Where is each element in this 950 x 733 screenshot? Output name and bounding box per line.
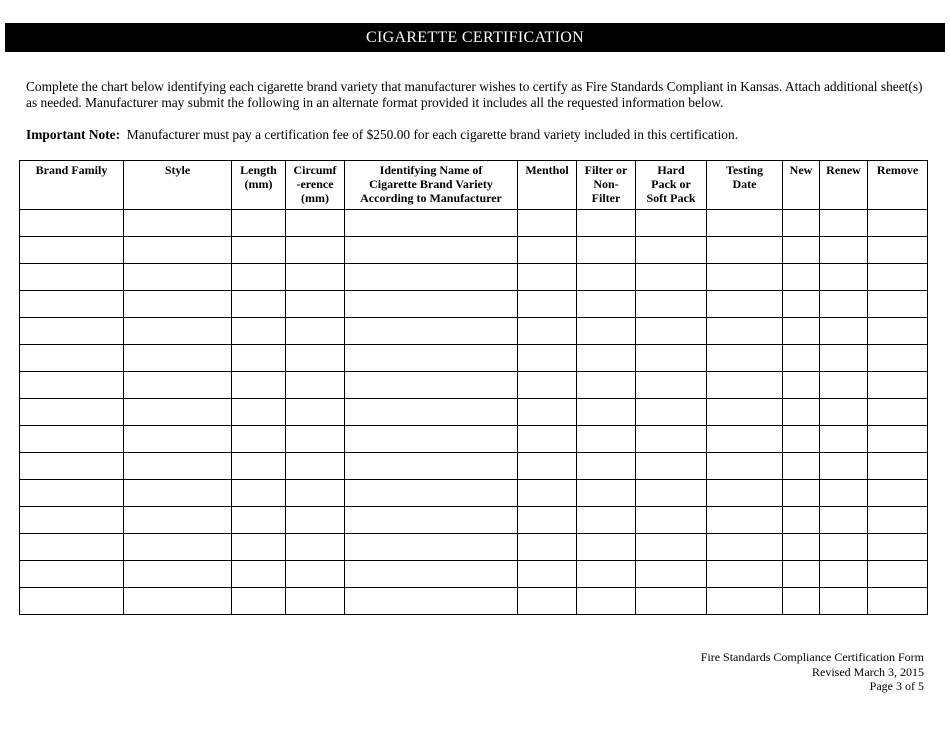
cell-testing-date[interactable] xyxy=(707,588,783,615)
col-remove: Remove xyxy=(868,161,928,210)
cell-filter[interactable] xyxy=(577,399,636,426)
cell-remove[interactable] xyxy=(868,561,928,588)
col-circumference: Circumf -erence (mm) xyxy=(286,161,345,210)
cell-remove[interactable] xyxy=(868,426,928,453)
cell-circumference[interactable] xyxy=(286,237,345,264)
table-row xyxy=(20,399,928,426)
cell-new[interactable] xyxy=(783,480,820,507)
col-length: Length (mm) xyxy=(232,161,286,210)
cell-new[interactable] xyxy=(783,453,820,480)
cell-circumference[interactable] xyxy=(286,291,345,318)
cell-circumference[interactable] xyxy=(286,318,345,345)
cell-testing-date[interactable] xyxy=(707,561,783,588)
cell-circumference[interactable] xyxy=(286,561,345,588)
cell-menthol[interactable] xyxy=(518,291,577,318)
table-row xyxy=(20,345,928,372)
cell-filter[interactable] xyxy=(577,588,636,615)
cell-filter[interactable] xyxy=(577,291,636,318)
cell-filter[interactable] xyxy=(577,264,636,291)
cell-remove[interactable] xyxy=(868,237,928,264)
cell-menthol[interactable] xyxy=(518,318,577,345)
cell-remove[interactable] xyxy=(868,453,928,480)
table-row xyxy=(20,426,928,453)
cell-renew[interactable] xyxy=(820,318,868,345)
cell-identifying-name[interactable] xyxy=(345,210,518,237)
cell-identifying-name[interactable] xyxy=(345,399,518,426)
cell-menthol[interactable] xyxy=(518,561,577,588)
cell-filter[interactable] xyxy=(577,534,636,561)
table-row xyxy=(20,210,928,237)
cell-circumference[interactable] xyxy=(286,210,345,237)
table-body xyxy=(20,210,928,615)
cell-pack-type[interactable] xyxy=(636,399,707,426)
cell-circumference[interactable] xyxy=(286,345,345,372)
cell-menthol[interactable] xyxy=(518,372,577,399)
cell-renew[interactable] xyxy=(820,480,868,507)
cell-pack-type[interactable] xyxy=(636,507,707,534)
cell-identifying-name[interactable] xyxy=(345,237,518,264)
cell-new[interactable] xyxy=(783,318,820,345)
cell-renew[interactable] xyxy=(820,561,868,588)
cell-length[interactable] xyxy=(232,534,286,561)
form-section-title xyxy=(5,23,945,52)
cell-menthol[interactable] xyxy=(518,480,577,507)
cell-menthol[interactable] xyxy=(518,345,577,372)
cell-identifying-name[interactable] xyxy=(345,426,518,453)
table-row xyxy=(20,480,928,507)
cell-menthol[interactable] xyxy=(518,264,577,291)
cell-pack-type[interactable] xyxy=(636,210,707,237)
cell-style[interactable] xyxy=(124,561,232,588)
cell-new[interactable] xyxy=(783,264,820,291)
table-header-row xyxy=(20,161,928,210)
cell-remove[interactable] xyxy=(868,318,928,345)
cell-testing-date[interactable] xyxy=(707,345,783,372)
cell-style[interactable] xyxy=(124,534,232,561)
cell-brand-family[interactable] xyxy=(20,318,124,345)
cell-style[interactable] xyxy=(124,453,232,480)
cell-brand-family[interactable] xyxy=(20,372,124,399)
col-identifying-name: Identifying Name of Cigarette Brand Variety According to Manufacturer xyxy=(345,161,518,210)
cell-filter[interactable] xyxy=(577,372,636,399)
cell-testing-date[interactable] xyxy=(707,210,783,237)
table-row xyxy=(20,453,928,480)
cell-remove[interactable] xyxy=(868,588,928,615)
cell-new[interactable] xyxy=(783,399,820,426)
cell-pack-type[interactable] xyxy=(636,426,707,453)
cell-remove[interactable] xyxy=(868,372,928,399)
cell-pack-type[interactable] xyxy=(636,534,707,561)
col-filter: Filter or Non- Filter xyxy=(577,161,636,210)
cell-remove[interactable] xyxy=(868,480,928,507)
cell-renew[interactable] xyxy=(820,426,868,453)
cell-remove[interactable] xyxy=(868,507,928,534)
cell-testing-date[interactable] xyxy=(707,399,783,426)
footer-revised-date: Revised March 3, 2015 xyxy=(812,664,924,679)
page-footer xyxy=(701,650,924,694)
cell-brand-family[interactable] xyxy=(20,237,124,264)
cell-new[interactable] xyxy=(783,210,820,237)
cell-pack-type[interactable] xyxy=(636,264,707,291)
cell-renew[interactable] xyxy=(820,345,868,372)
col-renew: Renew xyxy=(820,161,868,210)
cell-identifying-name[interactable] xyxy=(345,372,518,399)
cell-menthol[interactable] xyxy=(518,588,577,615)
cell-circumference[interactable] xyxy=(286,588,345,615)
cell-style[interactable] xyxy=(124,588,232,615)
cell-pack-type[interactable] xyxy=(636,291,707,318)
cell-filter[interactable] xyxy=(577,453,636,480)
cell-length[interactable] xyxy=(232,588,286,615)
cell-filter[interactable] xyxy=(577,561,636,588)
cell-menthol[interactable] xyxy=(518,453,577,480)
cell-remove[interactable] xyxy=(868,210,928,237)
col-style: Style xyxy=(124,161,232,210)
cell-identifying-name[interactable] xyxy=(345,480,518,507)
table-row xyxy=(20,561,928,588)
cell-style[interactable] xyxy=(124,372,232,399)
cell-pack-type[interactable] xyxy=(636,372,707,399)
table-row xyxy=(20,264,928,291)
cell-filter[interactable] xyxy=(577,318,636,345)
cell-style[interactable] xyxy=(124,399,232,426)
cell-filter[interactable] xyxy=(577,237,636,264)
cell-testing-date[interactable] xyxy=(707,318,783,345)
table-row xyxy=(20,588,928,615)
cell-menthol[interactable] xyxy=(518,507,577,534)
cell-filter[interactable] xyxy=(577,210,636,237)
footer-form-name: Fire Standards Compliance Certification Form xyxy=(700,650,924,664)
footer-page-number: Page 3 of 5 xyxy=(869,679,924,693)
cell-menthol[interactable] xyxy=(518,399,577,426)
cell-brand-family[interactable] xyxy=(20,291,124,318)
important-note-label: Important Note: xyxy=(26,127,121,142)
cell-menthol[interactable] xyxy=(518,237,577,264)
table-row xyxy=(20,372,928,399)
cell-pack-type[interactable] xyxy=(636,237,707,264)
table-row xyxy=(20,534,928,561)
cell-length[interactable] xyxy=(232,480,286,507)
table-row xyxy=(20,507,928,534)
cell-testing-date[interactable] xyxy=(707,237,783,264)
cell-brand-family[interactable] xyxy=(20,426,124,453)
cell-brand-family[interactable] xyxy=(20,453,124,480)
cell-renew[interactable] xyxy=(820,399,868,426)
cell-circumference[interactable] xyxy=(286,426,345,453)
cell-identifying-name[interactable] xyxy=(345,291,518,318)
cell-circumference[interactable] xyxy=(286,372,345,399)
cell-style[interactable] xyxy=(124,426,232,453)
cell-circumference[interactable] xyxy=(286,534,345,561)
col-testing-date: Testing Date xyxy=(707,161,783,210)
cell-pack-type[interactable] xyxy=(636,480,707,507)
cell-circumference[interactable] xyxy=(286,399,345,426)
cell-brand-family[interactable] xyxy=(20,399,124,426)
cell-renew[interactable] xyxy=(820,453,868,480)
cell-remove[interactable] xyxy=(868,345,928,372)
cell-testing-date[interactable] xyxy=(707,480,783,507)
cell-renew[interactable] xyxy=(820,534,868,561)
table-row xyxy=(20,291,928,318)
cell-new[interactable] xyxy=(783,372,820,399)
cell-length[interactable] xyxy=(232,453,286,480)
instructions-paragraph: Complete the chart below identifying each cigarette brand variety that manufacturer wishes to certify as Fire Standards Compliant in Kansas. Attach additional sheet(s) as needed. Manufacturer may submit the following in an alternate format provided it includes all the requested information below. xyxy=(26,79,923,110)
cell-testing-date[interactable] xyxy=(707,453,783,480)
cell-identifying-name[interactable] xyxy=(345,588,518,615)
col-new: New xyxy=(783,161,820,210)
cell-renew[interactable] xyxy=(820,264,868,291)
cell-length[interactable] xyxy=(232,345,286,372)
cell-brand-family[interactable] xyxy=(20,534,124,561)
cell-filter[interactable] xyxy=(577,480,636,507)
cell-brand-family[interactable] xyxy=(20,507,124,534)
cell-style[interactable] xyxy=(124,291,232,318)
cell-testing-date[interactable] xyxy=(707,534,783,561)
cell-pack-type[interactable] xyxy=(636,345,707,372)
cell-new[interactable] xyxy=(783,507,820,534)
cell-length[interactable] xyxy=(232,507,286,534)
cell-remove[interactable] xyxy=(868,534,928,561)
cell-length[interactable] xyxy=(232,237,286,264)
certification-table xyxy=(19,160,928,615)
col-pack-type: Hard Pack or Soft Pack xyxy=(636,161,707,210)
cell-new[interactable] xyxy=(783,426,820,453)
cell-brand-family[interactable] xyxy=(20,264,124,291)
cell-length[interactable] xyxy=(232,291,286,318)
cell-circumference[interactable] xyxy=(286,480,345,507)
cell-pack-type[interactable] xyxy=(636,318,707,345)
cell-identifying-name[interactable] xyxy=(345,264,518,291)
cell-new[interactable] xyxy=(783,345,820,372)
important-note xyxy=(26,127,926,143)
cell-pack-type[interactable] xyxy=(636,588,707,615)
cell-brand-family[interactable] xyxy=(20,480,124,507)
cell-circumference[interactable] xyxy=(286,264,345,291)
cell-length[interactable] xyxy=(232,561,286,588)
cell-identifying-name[interactable] xyxy=(345,534,518,561)
cell-new[interactable] xyxy=(783,588,820,615)
cell-style[interactable] xyxy=(124,480,232,507)
cell-new[interactable] xyxy=(783,237,820,264)
cell-style[interactable] xyxy=(124,345,232,372)
cell-pack-type[interactable] xyxy=(636,453,707,480)
cell-identifying-name[interactable] xyxy=(345,345,518,372)
cell-renew[interactable] xyxy=(820,237,868,264)
cell-identifying-name[interactable] xyxy=(345,561,518,588)
cell-length[interactable] xyxy=(232,210,286,237)
cell-new[interactable] xyxy=(783,291,820,318)
cell-remove[interactable] xyxy=(868,399,928,426)
col-brand-family: Brand Family xyxy=(20,161,124,210)
cell-filter[interactable] xyxy=(577,507,636,534)
table-row xyxy=(20,318,928,345)
cell-identifying-name[interactable] xyxy=(345,453,518,480)
cell-circumference[interactable] xyxy=(286,453,345,480)
cell-new[interactable] xyxy=(783,561,820,588)
cell-pack-type[interactable] xyxy=(636,561,707,588)
table-row xyxy=(20,237,928,264)
cell-renew[interactable] xyxy=(820,588,868,615)
cell-style[interactable] xyxy=(124,210,232,237)
cell-style[interactable] xyxy=(124,318,232,345)
cell-renew[interactable] xyxy=(820,291,868,318)
important-note-text: Manufacturer must pay a certification fee of $250.00 for each cigarette brand variety included in this certification. xyxy=(126,127,739,142)
cell-length[interactable] xyxy=(232,399,286,426)
cell-style[interactable] xyxy=(124,264,232,291)
cell-testing-date[interactable] xyxy=(707,291,783,318)
cell-circumference[interactable] xyxy=(286,507,345,534)
cell-testing-date[interactable] xyxy=(707,507,783,534)
cell-length[interactable] xyxy=(232,318,286,345)
cell-menthol[interactable] xyxy=(518,534,577,561)
cell-renew[interactable] xyxy=(820,372,868,399)
cell-length[interactable] xyxy=(232,372,286,399)
cell-testing-date[interactable] xyxy=(707,372,783,399)
cell-brand-family[interactable] xyxy=(20,345,124,372)
cell-menthol[interactable] xyxy=(518,426,577,453)
cell-identifying-name[interactable] xyxy=(345,507,518,534)
cell-remove[interactable] xyxy=(868,264,928,291)
cell-style[interactable] xyxy=(124,237,232,264)
cell-testing-date[interactable] xyxy=(707,426,783,453)
cell-style[interactable] xyxy=(124,507,232,534)
cell-filter[interactable] xyxy=(577,426,636,453)
cell-remove[interactable] xyxy=(868,291,928,318)
col-menthol: Menthol xyxy=(518,161,577,210)
cell-brand-family[interactable] xyxy=(20,588,124,615)
cell-filter[interactable] xyxy=(577,345,636,372)
cell-renew[interactable] xyxy=(820,507,868,534)
cell-new[interactable] xyxy=(783,534,820,561)
cell-menthol[interactable] xyxy=(518,210,577,237)
cell-renew[interactable] xyxy=(820,210,868,237)
section-title-text: CIGARETTE CERTIFICATION xyxy=(366,28,584,46)
cell-testing-date[interactable] xyxy=(707,264,783,291)
cell-length[interactable] xyxy=(232,264,286,291)
cell-brand-family[interactable] xyxy=(20,210,124,237)
cell-brand-family[interactable] xyxy=(20,561,124,588)
cell-identifying-name[interactable] xyxy=(345,318,518,345)
cell-length[interactable] xyxy=(232,426,286,453)
